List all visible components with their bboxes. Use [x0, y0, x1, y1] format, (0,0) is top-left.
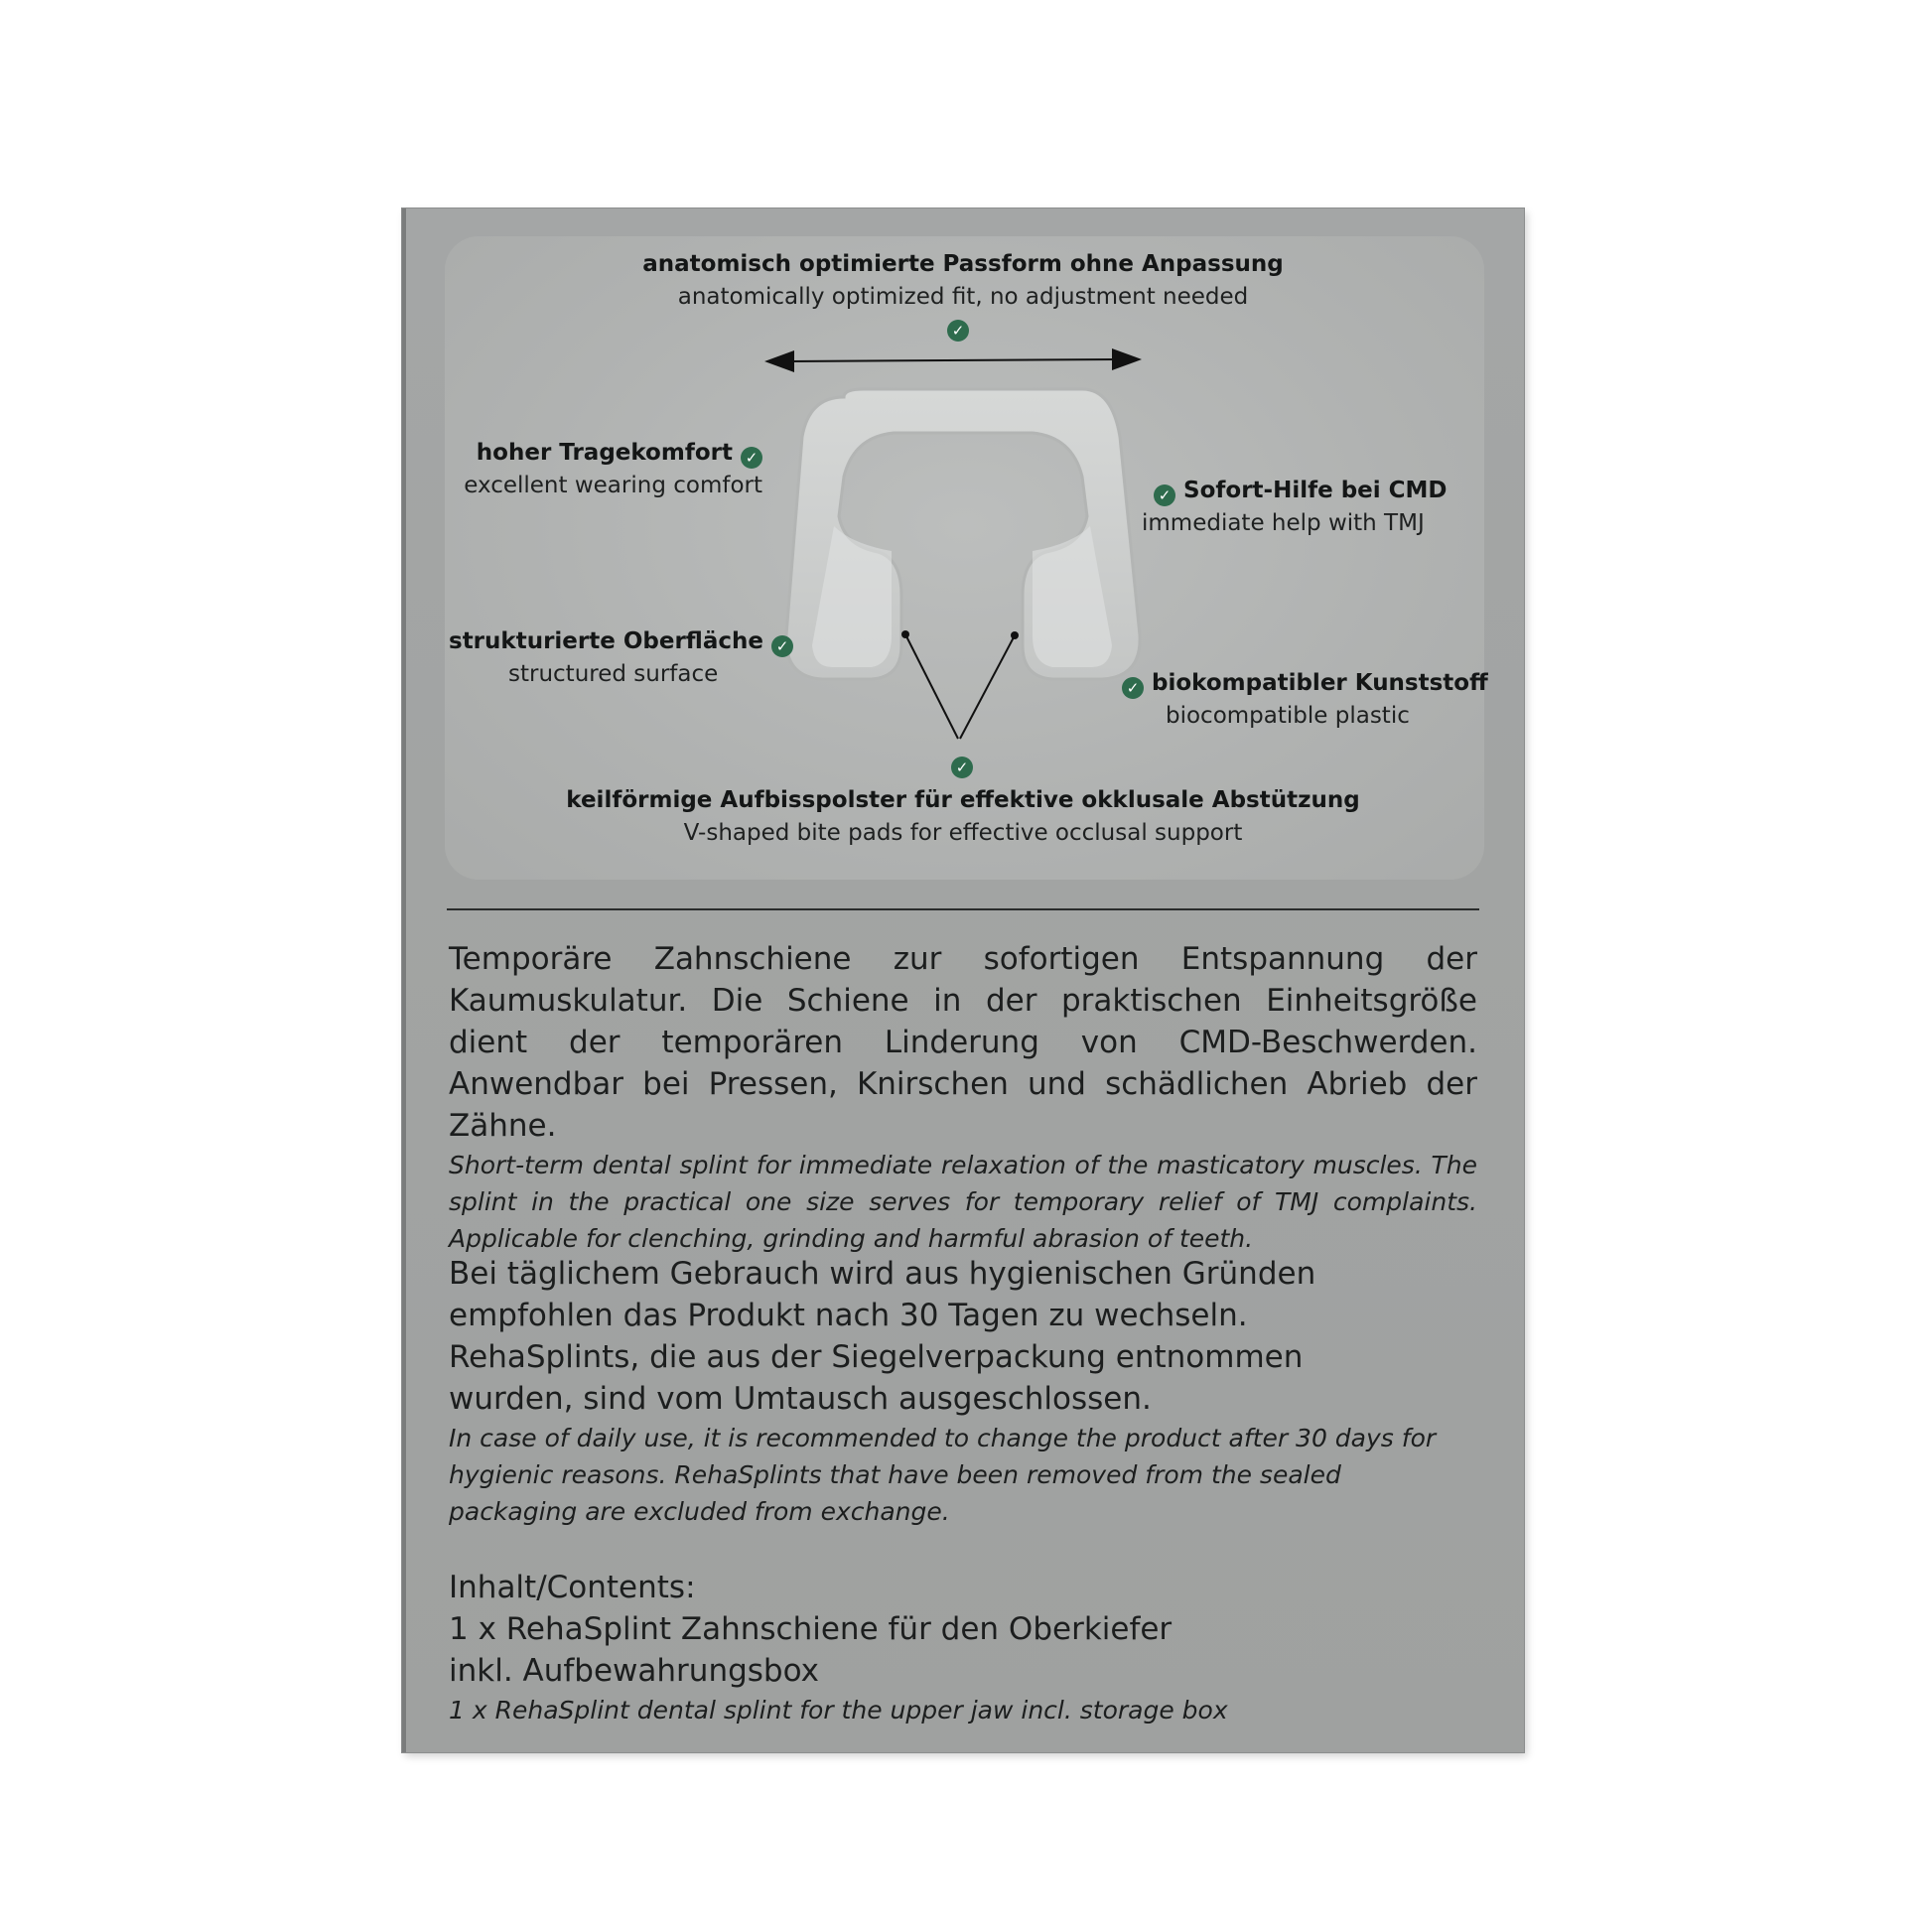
- divider-line: [447, 908, 1479, 910]
- description-en: Short-term dental splint for immediate relaxation of the masticatory muscles. The splint in the practical one size serves for temporary relief of TMJ complaints. Applicable for clenching, grinding and harmful abrasion of teeth.: [449, 1151, 1477, 1253]
- feature-pads-de: keilförmige Aufbisspolster für effektive okklusale Abstützung: [566, 787, 1360, 813]
- feature-comfort-en: excellent wearing comfort: [464, 473, 762, 498]
- feature-plastic-en: biocompatible plastic: [1166, 703, 1410, 729]
- feature-help: [1142, 475, 1481, 540]
- feature-surface-de: strukturierte Oberfläche: [449, 628, 763, 654]
- check-icon: ✓: [741, 447, 762, 469]
- contents-heading: Inhalt/Contents:: [449, 1570, 696, 1605]
- feature-pads-en: V-shaped bite pads for effective occlusal support: [683, 820, 1243, 846]
- feature-comfort: [437, 437, 762, 502]
- check-icon: ✓: [1122, 677, 1144, 699]
- width-arrow: [764, 348, 1142, 372]
- feature-comfort-de: hoher Tragekomfort: [476, 440, 733, 466]
- check-icon: ✓: [947, 320, 969, 342]
- check-icon: ✓: [951, 757, 973, 778]
- contents-line2: inkl. Aufbewahrungsbox: [449, 1653, 819, 1689]
- hygiene-de: Bei täglichem Gebrauch wird aus hygienischen Gründen empfohlen das Produkt nach 30 Tagen zu wechseln. RehaSplints, die aus der Siegelverpackung entnommen wurden, sind vom Umtausch ausgeschlossen.: [449, 1256, 1316, 1417]
- feature-plastic: [1122, 667, 1488, 733]
- feature-plastic-de: biokompatibler Kunststoff: [1152, 670, 1488, 696]
- check-icon: ✓: [1154, 484, 1175, 506]
- feature-fit-en: anatomically optimized fit, no adjustment needed: [677, 284, 1249, 310]
- v-pointer-lines: [901, 630, 1019, 739]
- feature-fit: [556, 248, 1370, 314]
- feature-pads: [516, 784, 1410, 850]
- feature-fit-de: anatomisch optimierte Passform ohne Anpassung: [642, 251, 1284, 277]
- description-block: [449, 938, 1477, 1257]
- feature-surface-en: structured surface: [508, 661, 719, 687]
- contents-line1: 1 x RehaSplint Zahnschiene für den Oberkiefer: [449, 1611, 1173, 1647]
- contents-block: [449, 1567, 1477, 1728]
- feature-help-en: immediate help with TMJ: [1142, 510, 1425, 536]
- splint-illustration: [786, 389, 1140, 679]
- feature-help-de: Sofort-Hilfe bei CMD: [1183, 478, 1448, 503]
- check-icon: ✓: [771, 635, 793, 657]
- contents-en: 1 x RehaSplint dental splint for the upper jaw incl. storage box: [449, 1696, 1228, 1725]
- feature-surface: [449, 625, 796, 691]
- hygiene-block: [449, 1253, 1461, 1530]
- description-de: Temporäre Zahnschiene zur sofortigen Entspannung der Kaumuskulatur. Die Schiene in der praktischen Einheitsgröße dient der temporären Linderung von CMD-Beschwerden. Anwendbar bei Pressen, Knirschen und schädlichen Abrieb der Zähne.: [449, 941, 1477, 1144]
- hygiene-en: In case of daily use, it is recommended to change the product after 30 days for hygienic reasons. RehaSplints that have been removed from the sealed packaging are excluded from exchange.: [449, 1424, 1437, 1526]
